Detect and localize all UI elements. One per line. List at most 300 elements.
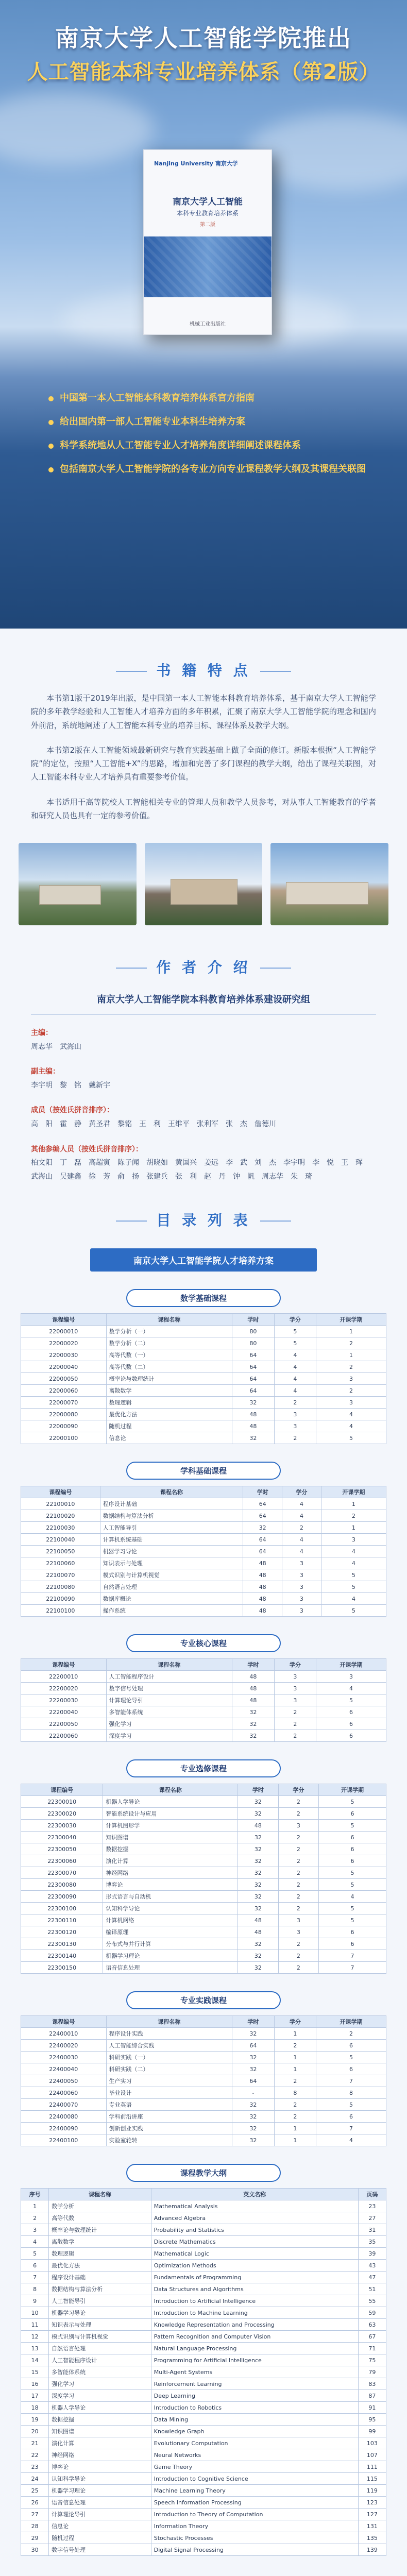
table-cell: 24 <box>21 2473 49 2485</box>
table-cell: 计算机网络 <box>103 1914 238 1926</box>
table-cell: 知识表示与处理 <box>49 2319 151 2331</box>
table-cell: 4 <box>274 1349 316 1361</box>
building-shape <box>286 882 368 905</box>
divider <box>260 968 291 969</box>
building-shape <box>171 879 238 905</box>
table-cell: 1 <box>21 2200 49 2212</box>
table-cell: 计算机系统基础 <box>100 1534 243 1546</box>
table-row <box>21 1498 386 1510</box>
table-row <box>21 1938 386 1950</box>
table-cell: 22100060 <box>21 1557 100 1569</box>
campus-photos <box>0 843 407 925</box>
table-cell: 103 <box>358 2437 386 2449</box>
table-header-cell: 课程名称 <box>100 1486 243 1498</box>
table-cell: 48 <box>243 1581 282 1593</box>
table-row <box>21 2473 386 2485</box>
table-cell: 22 <box>21 2449 49 2461</box>
table-cell: 48 <box>243 1605 282 1617</box>
table-cell: 2 <box>278 1938 319 1950</box>
table-cell: 6 <box>319 1808 386 1820</box>
table-cell: 2 <box>316 1361 386 1373</box>
table-cell: 22000100 <box>21 1432 107 1444</box>
table-cell: 自然语言处理 <box>49 2343 151 2354</box>
table-row <box>21 2248 386 2260</box>
role-names: 李宇明 黎 铭 戴新宇 <box>31 1081 110 1090</box>
campus-photo <box>145 843 263 925</box>
table-cell: 83 <box>358 2378 386 2390</box>
table-cell: 22300060 <box>21 1855 103 1867</box>
campus-photo <box>19 843 137 925</box>
table-cell: 5 <box>274 1337 316 1349</box>
table-cell: 32 <box>232 2134 275 2146</box>
table-cell: 强化学习 <box>49 2378 151 2390</box>
table-cell: 28 <box>21 2520 49 2532</box>
divider <box>116 968 147 969</box>
table-cell: 23 <box>21 2461 49 2473</box>
table-cell: 1 <box>274 2063 316 2075</box>
table-cell: 22300130 <box>21 1938 103 1950</box>
table-cell: 数学分析（一） <box>106 1326 232 1337</box>
table-cell: 毕业设计 <box>106 2087 232 2099</box>
table-cell: 数据结构与算法分析 <box>49 2283 151 2295</box>
author-role <box>31 1026 376 1054</box>
course-table <box>21 2188 386 2556</box>
table-row <box>21 2272 386 2283</box>
table-cell: 107 <box>358 2449 386 2461</box>
table-cell: 语音信息处理 <box>49 2497 151 2509</box>
table-row <box>21 2087 386 2099</box>
book-cover-publisher: 机械工业出版社 <box>190 321 226 327</box>
table-header-cell: 开课学期 <box>321 1486 386 1498</box>
table-cell: 博弈论 <box>103 1879 238 1891</box>
catalog-table-title: 南京大学人工智能学院人才培养方案 <box>90 1248 317 1272</box>
table-cell: 2 <box>278 1950 319 1962</box>
table-cell: 32 <box>232 1706 275 1718</box>
table-header-cell: 学分 <box>274 1659 316 1671</box>
role-names: 高 阳 霍 静 黄圣君 黎铭 王 利 王维平 张利军 张 杰 詹德川 <box>31 1120 276 1128</box>
table-cell: 22100080 <box>21 1581 100 1593</box>
table-row <box>21 1510 386 1522</box>
table-cell: 3 <box>316 1671 386 1683</box>
table-cell: 32 <box>232 2111 275 2123</box>
table-row <box>21 2028 386 2040</box>
table-cell: 22400010 <box>21 2028 107 2040</box>
table-cell: 32 <box>238 1938 279 1950</box>
table-row <box>21 1546 386 1557</box>
divider <box>116 1221 147 1222</box>
table-cell: 6 <box>316 2040 386 2052</box>
table-cell: 22300010 <box>21 1796 103 1808</box>
table-cell: 高等代数（二） <box>106 1361 232 1373</box>
table-row <box>21 2224 386 2236</box>
catalog-tables <box>21 1289 386 2556</box>
table-cell: 5 <box>321 1581 386 1593</box>
table-cell: Programming for Artificial Intelligence <box>151 2354 358 2366</box>
table-cell: 智能系统设计与应用 <box>103 1808 238 1820</box>
table-cell: 87 <box>358 2390 386 2402</box>
table-row <box>21 2343 386 2354</box>
role-names: 周志华 武海山 <box>31 1042 81 1051</box>
table-cell: 22000050 <box>21 1373 107 1385</box>
table-cell: 数理逻辑 <box>49 2248 151 2260</box>
table-row <box>21 1385 386 1397</box>
table-row <box>21 1326 386 1337</box>
book-cover <box>143 149 272 335</box>
table-cell: 21 <box>21 2437 49 2449</box>
table-cell: 2 <box>278 1843 319 1855</box>
table-cell: 27 <box>21 2509 49 2520</box>
catalog-section <box>0 1183 407 2556</box>
divider <box>260 671 291 672</box>
table-cell: Mathematical Logic <box>151 2248 358 2260</box>
table-cell: 22100090 <box>21 1593 100 1605</box>
table-row <box>21 1718 386 1730</box>
book-cover-subtitle: 本科专业教育培养体系 <box>176 210 239 217</box>
table-cell: 机器人学导论 <box>103 1796 238 1808</box>
table-cell: 5 <box>316 1432 386 1444</box>
table-cell: 22100010 <box>21 1498 100 1510</box>
table-cell: 9 <box>21 2295 49 2307</box>
role-names: 柏文阳 丁 磊 高超寅 陈子闻 胡晓如 黄国兴 姜远 李 武 刘 杰 李宇明 李 悦 王 珲 武海山 吴建鑫 徐 芳 俞 扬 张建兵 张 利 赵 丹 钟 帆 周志华 朱 琦 <box>31 1159 370 1181</box>
table-row <box>21 1962 386 1974</box>
table-cell: 深度学习 <box>106 1730 232 1742</box>
role-label: 其他参编人员（按姓氏拼音排序）： <box>31 1145 143 1154</box>
table-cell: 123 <box>358 2497 386 2509</box>
table-cell: 5 <box>319 1867 386 1879</box>
table-cell: 分布式与并行计算 <box>103 1938 238 1950</box>
table-row <box>21 1522 386 1534</box>
table-cell: 5 <box>316 1694 386 1706</box>
table-cell: 演化计算 <box>103 1855 238 1867</box>
table-header-cell: 课程编号 <box>21 1486 100 1498</box>
table-cell: 2 <box>316 1337 386 1349</box>
catalog-section-label: 专业实践课程 <box>126 1991 281 2009</box>
table-cell: Knowledge Graph <box>151 2426 358 2437</box>
table-cell: 32 <box>238 1843 279 1855</box>
table-cell: 32 <box>243 1522 282 1534</box>
table-cell: 生产实习 <box>106 2075 232 2087</box>
table-cell: 17 <box>21 2390 49 2402</box>
table-cell: 32 <box>232 1718 275 1730</box>
table-cell: 48 <box>232 1683 275 1694</box>
table-cell: 32 <box>238 1903 279 1914</box>
table-cell: 2 <box>316 1385 386 1397</box>
table-header-cell: 序号 <box>21 2189 49 2200</box>
table-row <box>21 1361 386 1373</box>
table-cell: 32 <box>238 1950 279 1962</box>
table-cell: Mathematical Analysis <box>151 2200 358 2212</box>
author-role <box>31 1065 376 1092</box>
table-header-cell: 学分 <box>274 2016 316 2028</box>
table-cell: 2 <box>282 1522 321 1534</box>
table-cell: 程序设计基础 <box>49 2272 151 2283</box>
table-cell: 20 <box>21 2426 49 2437</box>
table-header-cell: 课程名称 <box>103 1784 238 1796</box>
table-cell: 2 <box>274 1397 316 1409</box>
table-row <box>21 1605 386 1617</box>
feature-bullet: 给出国内第一部人工智能专业本科生培养方案 <box>46 415 366 429</box>
table-row <box>21 1432 386 1444</box>
table-row <box>21 1581 386 1593</box>
table-cell: 实验室轮转 <box>106 2134 232 2146</box>
table-cell: 程序设计基础 <box>100 1498 243 1510</box>
table-row <box>21 1706 386 1718</box>
table-cell: 22000010 <box>21 1326 107 1337</box>
table-row <box>21 1671 386 1683</box>
table-cell: Reinforcement Learning <box>151 2378 358 2390</box>
table-cell: 概率论与数理统计 <box>106 1373 232 1385</box>
table-row <box>21 1730 386 1742</box>
table-cell: 4 <box>319 1891 386 1903</box>
table-cell: 64 <box>232 2075 275 2087</box>
table-cell: 2 <box>274 1706 316 1718</box>
table-cell: 51 <box>358 2283 386 2295</box>
table-cell: 22400060 <box>21 2087 107 2099</box>
table-cell: 5 <box>319 1820 386 1832</box>
table-cell: Introduction to Theory of Computation <box>151 2509 358 2520</box>
table-cell: 48 <box>232 1409 275 1420</box>
table-cell: 6 <box>316 2111 386 2123</box>
table-cell: 数据挖掘 <box>49 2414 151 2426</box>
table-row <box>21 1926 386 1938</box>
table-cell: 3 <box>282 1593 321 1605</box>
table-cell: 22100030 <box>21 1522 100 1534</box>
table-cell: 3 <box>321 1534 386 1546</box>
table-row <box>21 2414 386 2426</box>
table-header-cell: 学分 <box>282 1486 321 1498</box>
table-cell: 26 <box>21 2497 49 2509</box>
table-cell: 95 <box>358 2414 386 2426</box>
table-cell: Natural Language Processing <box>151 2343 358 2354</box>
table-cell: 22000080 <box>21 1409 107 1420</box>
table-cell: 5 <box>316 2099 386 2111</box>
table-row <box>21 2449 386 2461</box>
table-cell: 22000070 <box>21 1397 107 1409</box>
table-cell: Data Mining <box>151 2414 358 2426</box>
table-cell: Machine Learning Theory <box>151 2485 358 2497</box>
table-cell: 2 <box>278 1855 319 1867</box>
table-cell: 机器学习导论 <box>100 1546 243 1557</box>
intro-paragraph: 本书适用于高等院校人工智能相关专业的管理人员和教学人员参考，对从事人工智能教育的学者和研究人员也具有一定的参考价值。 <box>31 797 376 820</box>
table-row <box>21 1914 386 1926</box>
table-cell: 数据库概论 <box>100 1593 243 1605</box>
table-cell: 48 <box>238 1926 279 1938</box>
table-cell: Digital Signal Processing <box>151 2544 358 2556</box>
author-role <box>31 1143 376 1184</box>
table-header-cell: 学分 <box>278 1784 319 1796</box>
table-cell: Stochastic Processes <box>151 2532 358 2544</box>
table-cell: 1 <box>321 1498 386 1510</box>
table-cell: 信息论 <box>49 2520 151 2532</box>
table-cell: 学科前沿讲座 <box>106 2111 232 2123</box>
table-cell: 编译原理 <box>103 1926 238 1938</box>
table-cell: 22300120 <box>21 1926 103 1938</box>
table-cell: 22400100 <box>21 2134 107 2146</box>
table-cell: 3 <box>274 1683 316 1694</box>
table-cell: 22300070 <box>21 1867 103 1879</box>
table-cell: 22000020 <box>21 1337 107 1349</box>
table-cell: 64 <box>232 1385 275 1397</box>
table-row <box>21 2063 386 2075</box>
table-cell: 3 <box>282 1605 321 1617</box>
table-cell: 22100050 <box>21 1546 100 1557</box>
table-cell: 4 <box>321 1546 386 1557</box>
table-cell: 2 <box>278 1962 319 1974</box>
book-cover-title: 南京大学人工智能 <box>173 197 243 207</box>
table-cell: 2 <box>321 1510 386 1522</box>
table-cell: 机器人学导论 <box>49 2402 151 2414</box>
table-cell: 2 <box>274 2040 316 2052</box>
table-row <box>21 1409 386 1420</box>
table-cell: 139 <box>358 2544 386 2556</box>
table-row <box>21 1593 386 1605</box>
table-header-cell: 课程编号 <box>21 1314 107 1326</box>
table-row <box>21 2520 386 2532</box>
intro-paragraph: 本书第2版在人工智能领域最新研究与教育实践基础上做了全面的修订。新版本根据“人工智能学院”的定位，按照“人工智能+X”的思路，增加和完善了多门课程的教学大纲，给出了课程关联图，对人工智能本科专业人才培养具有重要参考价值。 <box>31 745 376 782</box>
table-cell: 创新创业实践 <box>106 2123 232 2134</box>
book-features-section <box>0 629 407 822</box>
table-cell: 55 <box>358 2295 386 2307</box>
table-cell: 22400080 <box>21 2111 107 2123</box>
table-cell: Pattern Recognition and Computer Vision <box>151 2331 358 2343</box>
table-cell: 22100020 <box>21 1510 100 1522</box>
table-row <box>21 1843 386 1855</box>
table-cell: 4 <box>321 1557 386 1569</box>
table-cell: 127 <box>358 2509 386 2520</box>
table-row <box>21 1569 386 1581</box>
table-cell: 1 <box>321 1522 386 1534</box>
table-row <box>21 1820 386 1832</box>
table-cell: 64 <box>232 1361 275 1373</box>
table-cell: 14 <box>21 2354 49 2366</box>
table-cell: 科研实践（二） <box>106 2063 232 2075</box>
section-heading-text: 作 者 介 绍 <box>156 959 251 976</box>
catalog-section-label: 课程教学大纲 <box>126 2164 281 2182</box>
author-role <box>31 1104 376 1131</box>
table-cell: - <box>232 2087 275 2099</box>
table-cell: 4 <box>274 1361 316 1373</box>
table-cell: 5 <box>321 1569 386 1581</box>
table-cell: 1 <box>274 2052 316 2063</box>
table-cell: 随机过程 <box>106 1420 232 1432</box>
table-cell: 计算理论导引 <box>49 2509 151 2520</box>
table-cell: 随机过程 <box>49 2532 151 2544</box>
table-cell: Evolutionary Computation <box>151 2437 358 2449</box>
table-cell: 6 <box>319 1938 386 1950</box>
table-cell: 13 <box>21 2343 49 2354</box>
hero-subtitle: 人工智能本科专业培养体系（第2版） <box>27 60 380 84</box>
table-cell: 语音信息处理 <box>103 1962 238 1974</box>
table-header-cell: 学时 <box>238 1784 279 1796</box>
table-cell: 2 <box>274 2111 316 2123</box>
table-cell: 2 <box>21 2212 49 2224</box>
table-cell: 程序设计实践 <box>106 2028 232 2040</box>
table-cell: 48 <box>232 1420 275 1432</box>
table-cell: 5 <box>274 1326 316 1337</box>
table-row <box>21 1397 386 1409</box>
table-row <box>21 1534 386 1546</box>
table-row <box>21 1832 386 1843</box>
table-header-cell: 英文名称 <box>151 2189 358 2200</box>
table-cell: Knowledge Representation and Processing <box>151 2319 358 2331</box>
table-cell: 2 <box>278 1903 319 1914</box>
table-cell: 人工智能导引 <box>100 1522 243 1534</box>
table-row <box>21 2111 386 2123</box>
table-row <box>21 2331 386 2343</box>
table-cell: 深度学习 <box>49 2390 151 2402</box>
table-cell: 32 <box>232 1432 275 1444</box>
table-header-cell: 开课学期 <box>316 1314 386 1326</box>
table-cell: 4 <box>282 1498 321 1510</box>
table-cell: 4 <box>282 1510 321 1522</box>
table-header-cell: 课程名称 <box>106 2016 232 2028</box>
table-row <box>21 1349 386 1361</box>
table-cell: 知识表示与处理 <box>100 1557 243 1569</box>
table-row <box>21 2260 386 2272</box>
table-cell: 模式识别与计算机视觉 <box>49 2331 151 2343</box>
table-cell: 离散数学 <box>49 2236 151 2248</box>
table-cell: 32 <box>238 1832 279 1843</box>
table-cell: 4 <box>282 1546 321 1557</box>
cloud-decoration <box>0 93 155 165</box>
table-cell: 数理逻辑 <box>106 1397 232 1409</box>
catalog-section-label: 学科基础课程 <box>126 1462 281 1480</box>
table-row <box>21 2509 386 2520</box>
table-cell: Discrete Mathematics <box>151 2236 358 2248</box>
table-cell: 1 <box>274 2123 316 2134</box>
table-cell: 22300100 <box>21 1903 103 1914</box>
section-heading <box>31 659 376 680</box>
table-cell: 模式识别与计算机视觉 <box>100 1569 243 1581</box>
table-row <box>21 2075 386 2087</box>
table-cell: 18 <box>21 2402 49 2414</box>
table-cell: 22300020 <box>21 1808 103 1820</box>
table-cell: 22300080 <box>21 1879 103 1891</box>
table-cell: 4 <box>316 1683 386 1694</box>
table-cell: 29 <box>21 2532 49 2544</box>
table-cell: 2 <box>278 1796 319 1808</box>
table-cell: Game Theory <box>151 2461 358 2473</box>
table-cell: 6 <box>319 1832 386 1843</box>
table-row <box>21 2402 386 2414</box>
table-cell: 22300030 <box>21 1820 103 1832</box>
table-row <box>21 1337 386 1349</box>
table-cell: 3 <box>278 1914 319 1926</box>
table-cell: 32 <box>238 1962 279 1974</box>
table-cell: 22200030 <box>21 1694 107 1706</box>
table-cell: 8 <box>21 2283 49 2295</box>
campus-photo <box>270 843 388 925</box>
table-cell: Introduction to Cognitive Science <box>151 2473 358 2485</box>
table-row <box>21 1420 386 1432</box>
table-cell: 2 <box>274 1730 316 1742</box>
table-row <box>21 2052 386 2063</box>
feature-bullets <box>46 392 366 486</box>
table-cell: 22200060 <box>21 1730 107 1742</box>
table-cell: 22200020 <box>21 1683 107 1694</box>
table-cell: 80 <box>232 1326 275 1337</box>
table-cell: 48 <box>238 1914 279 1926</box>
table-cell: 3 <box>278 1820 319 1832</box>
table-cell: 22400030 <box>21 2052 107 2063</box>
table-cell: 4 <box>274 1373 316 1385</box>
table-cell: 最优化方法 <box>106 1409 232 1420</box>
table-cell: 5 <box>21 2248 49 2260</box>
book-cover-band <box>144 236 272 297</box>
table-cell: 64 <box>232 1349 275 1361</box>
table-cell: 3 <box>278 1926 319 1938</box>
table-cell: 6 <box>316 1730 386 1742</box>
